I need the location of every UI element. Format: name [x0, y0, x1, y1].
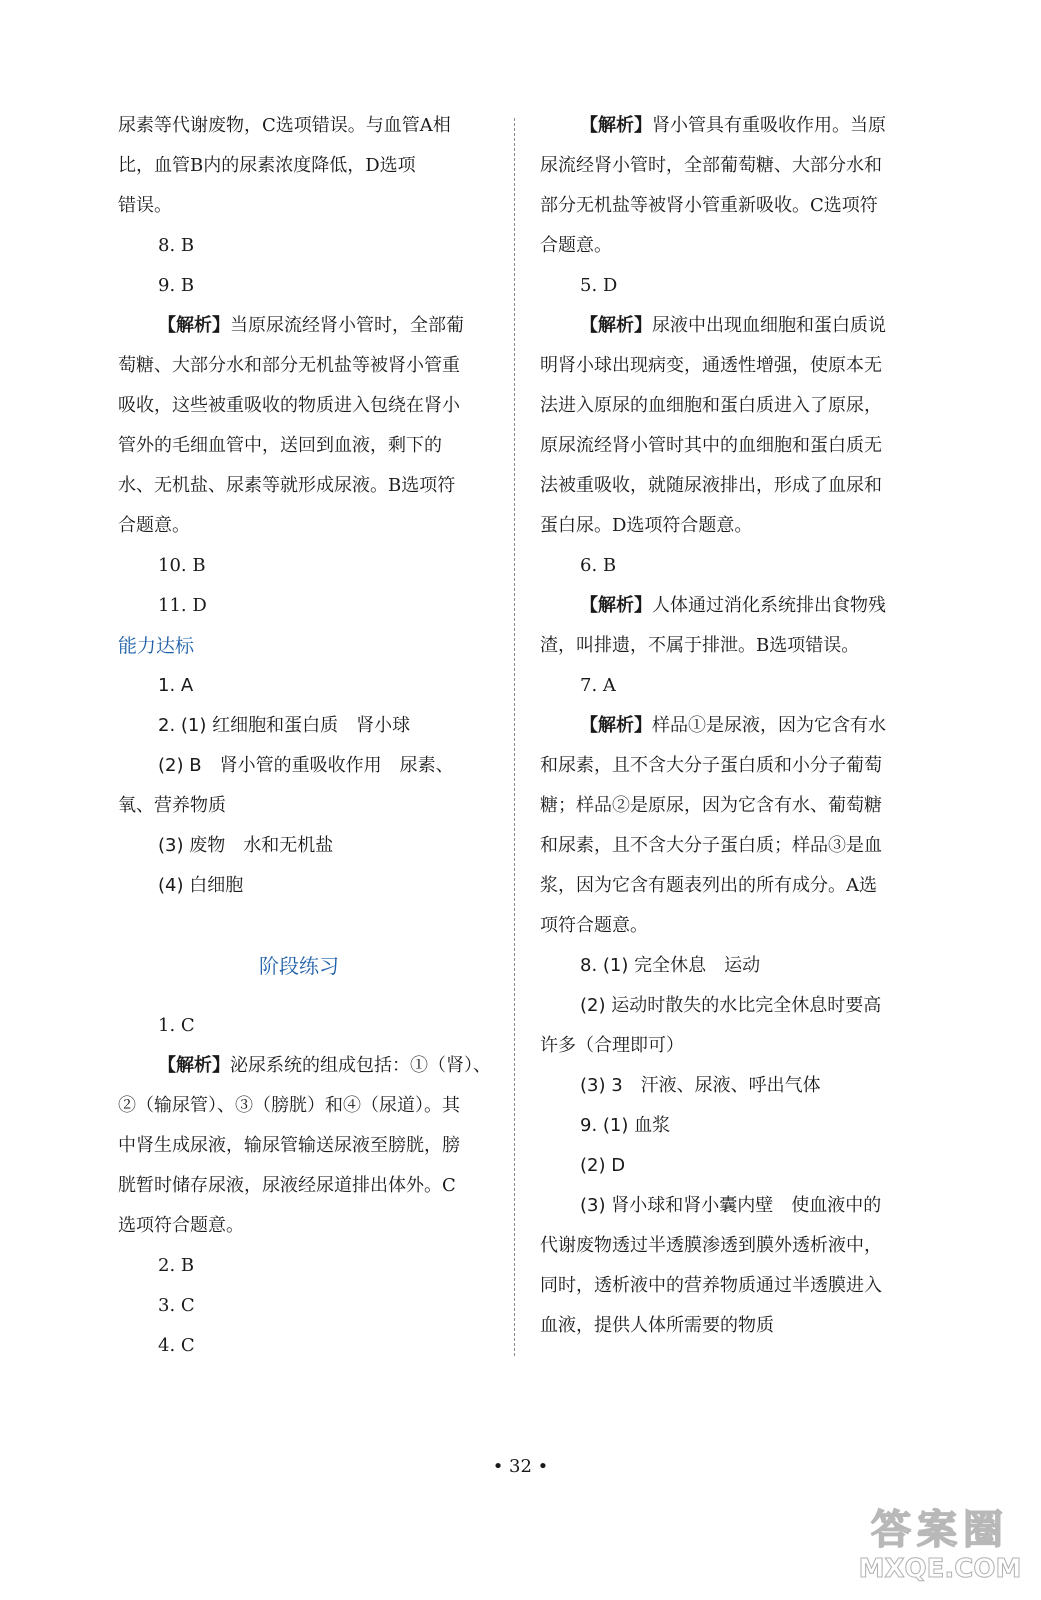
answer-8-line: 许多（合理即可）: [540, 1035, 684, 1056]
text-line: 萄糖、大部分水和部分无机盐等被肾小管重: [118, 355, 460, 376]
text-line: 糖；样品②是原尿，因为它含有水、葡萄糖: [540, 795, 882, 816]
column-divider: [514, 118, 515, 1356]
text-line: 原尿流经肾小管时其中的血细胞和蛋白质无: [540, 435, 882, 456]
explanation-text: 尿液中出现血细胞和蛋白质说: [652, 315, 886, 336]
explanation-tag: 【解析】: [158, 1055, 230, 1076]
text-line: 管外的毛细血管中，送回到血液，剩下的: [118, 435, 442, 456]
text-line: 和尿素，且不含大分子蛋白质和小分子葡萄: [540, 755, 882, 776]
left-column: [118, 106, 496, 1366]
explanation-text: 当原尿流经肾小管时，全部葡: [230, 315, 464, 336]
text-line: 合题意。: [118, 515, 190, 536]
text-line: 法进入原尿的血细胞和蛋白质进入了原尿，: [540, 395, 882, 416]
ability-answer: 1. A: [158, 675, 194, 696]
text-line: 尿流经肾小管时，全部葡萄糖、大部分水和: [540, 155, 882, 176]
answer-8-line: (2) 运动时散失的水比完全休息时要高: [580, 995, 882, 1016]
explanation-line: [540, 586, 920, 626]
ability-answer: (3) 废物 水和无机盐: [158, 835, 334, 856]
explanation-tag: 【解析】: [158, 315, 230, 336]
text-line: 错误。: [118, 195, 172, 216]
text-line: 比，血管B内的尿素浓度降低，D选项: [118, 155, 416, 176]
text-line: 浆，因为它含有题表列出的所有成分。A选: [540, 875, 877, 896]
text-line: 尿素等代谢废物，C选项错误。与血管A相: [118, 115, 451, 136]
watermark-logo: [845, 1506, 1035, 1596]
explanation-line: [540, 306, 920, 346]
answer-9-line: (2) D: [580, 1155, 626, 1176]
answer-7: 7. A: [580, 675, 616, 696]
page-number: • 32 •: [492, 1456, 549, 1477]
text-line: 选项符合题意。: [118, 1215, 244, 1236]
answer-5: 5. D: [580, 275, 618, 296]
explanation-tag: 【解析】: [580, 715, 652, 736]
explanation-tag: 【解析】: [580, 315, 652, 336]
answer-8: 8. B: [158, 235, 195, 256]
text-line: ②（输尿管）、③（膀胱）和④（尿道）。其: [118, 1095, 460, 1116]
right-column: [540, 106, 920, 1346]
explanation-text: 泌尿系统的组成包括：①（肾）、: [230, 1055, 491, 1076]
text-line: 和尿素，且不含大分子蛋白质；样品③是血: [540, 835, 882, 856]
ability-answer: 2. (1) 红细胞和蛋白质 肾小球: [158, 715, 411, 736]
answer-10: 10. B: [158, 555, 206, 576]
stage-answer-3: 3. C: [158, 1295, 195, 1316]
ability-answer: (4) 白细胞: [158, 875, 244, 896]
answer-9-line: 血液，提供人体所需要的物质: [540, 1315, 774, 1336]
ability-answer: 氧、营养物质: [118, 795, 226, 816]
explanation-line: [540, 106, 920, 146]
text-line: 吸收，这些被重吸收的物质进入包绕在肾小: [118, 395, 460, 416]
explanation-text: 样品①是尿液，因为它含有水: [652, 715, 886, 736]
stage-answer-2: 2. B: [158, 1255, 195, 1276]
explanation-tag: 【解析】: [580, 595, 652, 616]
explanation-line: [118, 1046, 496, 1086]
answer-11: 11. D: [158, 595, 207, 616]
explanation-tag: 【解析】: [580, 115, 652, 136]
explanation-line: [540, 706, 920, 746]
answer-8-line: 8. (1) 完全休息 运动: [580, 955, 761, 976]
ability-answer: (2) B 肾小管的重吸收作用 尿素、: [158, 755, 454, 776]
watermark-bottom: MXQE.COM: [858, 1554, 1022, 1584]
answer-8-line: (3) 3 汗液、尿液、呼出气体: [580, 1075, 821, 1096]
text-line: 胱暂时储存尿液，尿液经尿道排出体外。C: [118, 1175, 456, 1196]
stage-title: 阶段练习: [259, 954, 339, 978]
answer-9-line: 代谢废物透过半透膜渗透到膜外透析液中，: [540, 1235, 882, 1256]
section-title: 能力达标: [118, 635, 195, 657]
text-line: 法被重吸收，就随尿液排出，形成了血尿和: [540, 475, 882, 496]
answer-6: 6. B: [580, 555, 617, 576]
stage-answer-4: 4. C: [158, 1335, 195, 1356]
answer-9-line: 9. (1) 血浆: [580, 1115, 671, 1136]
text-line: 水、无机盐、尿素等就形成尿液。B选项符: [118, 475, 456, 496]
text-line: 中肾生成尿液，输尿管输送尿液至膀胱，膀: [118, 1135, 460, 1156]
answer-9-line: 同时，透析液中的营养物质通过半透膜进入: [540, 1275, 882, 1296]
text-line: 蛋白尿。D选项符合题意。: [540, 515, 753, 536]
answer-9-line: (3) 肾小球和肾小囊内壁 使血液中的: [580, 1195, 882, 1216]
text-line: 部分无机盐等被肾小管重新吸收。C选项符: [540, 195, 878, 216]
text-line: 明肾小球出现病变，通透性增强，使原本无: [540, 355, 882, 376]
explanation-line: [118, 306, 496, 346]
explanation-text: 人体通过消化系统排出食物残: [652, 595, 886, 616]
stage-answer-1: 1. C: [158, 1015, 195, 1036]
answer-9: 9. B: [158, 275, 195, 296]
watermark-top: 答案圈: [871, 1507, 1009, 1553]
text-line: 渣，叫排遗，不属于排泄。B选项错误。: [540, 635, 860, 656]
text-line: 项符合题意。: [540, 915, 648, 936]
text-line: 合题意。: [540, 235, 612, 256]
explanation-text: 肾小管具有重吸收作用。当原: [652, 115, 886, 136]
